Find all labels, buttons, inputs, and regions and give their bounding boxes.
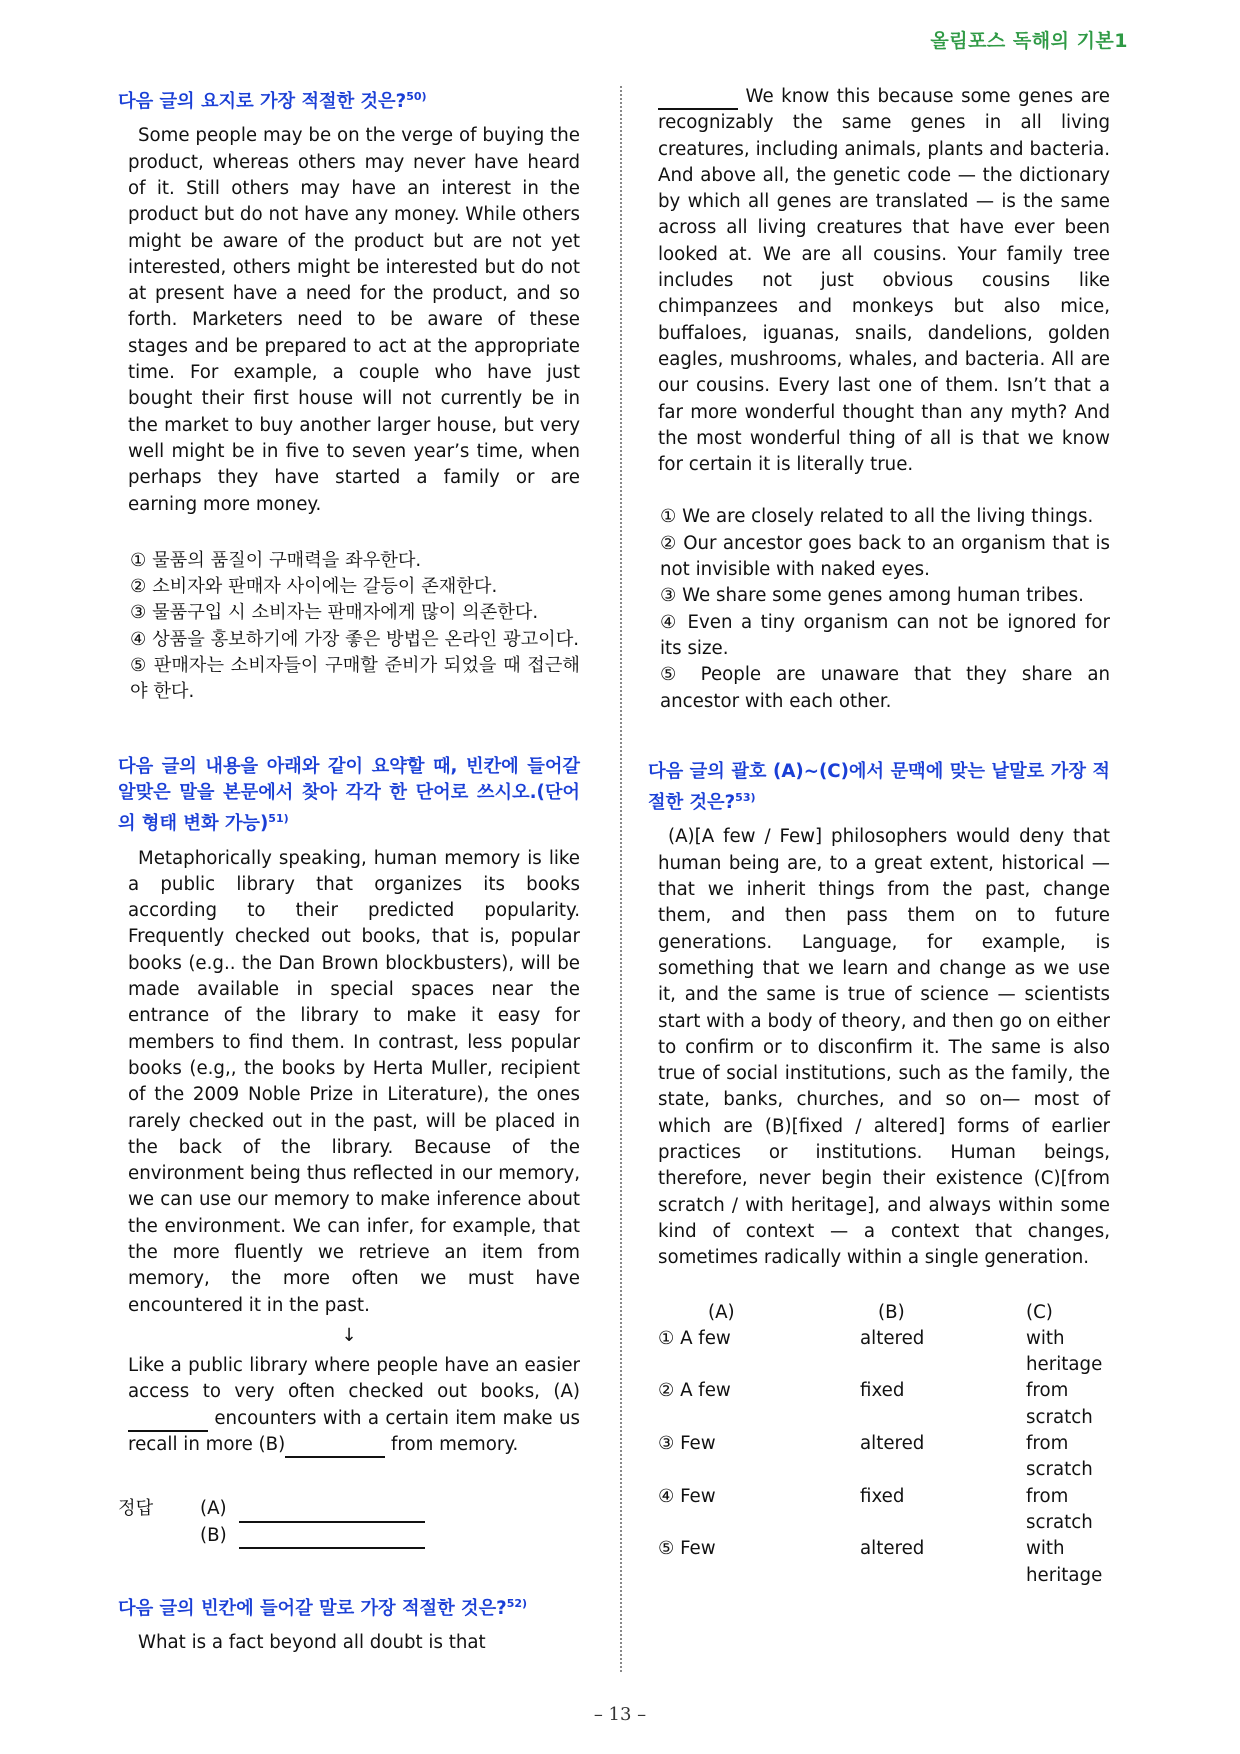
option-1: ① 물품의 품질이 구매력을 좌우한다. bbox=[130, 549, 422, 571]
row-cell-b: fixed bbox=[860, 1380, 905, 1402]
option-2: ② Our ancestor goes back to an organism that is not invisible with naked eyes. bbox=[660, 532, 1110, 581]
passage bbox=[128, 846, 580, 1319]
blank bbox=[658, 88, 738, 110]
answer-options bbox=[660, 504, 1110, 714]
question-53 bbox=[648, 759, 1110, 1589]
answer-label: 정답 bbox=[118, 1498, 154, 1520]
answer-b-label: (B) bbox=[200, 1524, 227, 1546]
row-cell-b: altered bbox=[860, 1327, 925, 1349]
header-b: (B) bbox=[878, 1301, 905, 1323]
option-4: ④ 상품을 홍보하기에 가장 좋은 방법은 온라인 광고이다. bbox=[130, 628, 580, 650]
passage bbox=[128, 123, 580, 517]
question-52 bbox=[118, 1591, 580, 1657]
blank-a bbox=[128, 1410, 208, 1432]
answer-box bbox=[118, 1496, 580, 1549]
passage bbox=[128, 1630, 580, 1656]
row-cell-a: ④ Few bbox=[658, 1485, 716, 1507]
blank-b bbox=[285, 1436, 385, 1458]
answer-b-line bbox=[239, 1527, 425, 1549]
passage bbox=[658, 824, 1110, 1271]
row-cell-b: fixed bbox=[860, 1485, 905, 1507]
table-row bbox=[658, 1536, 1110, 1589]
row-cell-a: ① A few bbox=[658, 1327, 731, 1349]
row-cell-a: ② A few bbox=[658, 1380, 731, 1402]
row-cell-a: ⑤ Few bbox=[658, 1538, 716, 1560]
row-cell-c: with heritage bbox=[1026, 1327, 1103, 1376]
option-2: ② 소비자와 판매자 사이에는 갈등이 존재한다. bbox=[130, 576, 498, 598]
question-title: 다음 글의 괄호 (A)~(C)에서 문맥에 맞는 낱말로 가장 적절한 것은?$^{53)}$ bbox=[648, 760, 1110, 814]
row-cell-c: from scratch bbox=[1026, 1380, 1093, 1428]
passage-text-start: What is a fact beyond all doubt is that bbox=[138, 1632, 486, 1654]
page-number: – 13 – bbox=[593, 1704, 647, 1725]
document-header-title: 올림포스 독해의 기본1 bbox=[930, 30, 1128, 52]
passage-text: Some people may be on the verge of buying the product, whereas others may never have heard of it. Still others may have an interest in the product but do not have any money. While others might be aware of the product but are not yet interested, others might be interested but do not at present have a need for the product, and so forth. Marketers need to be aware of these stages and be prepared to act at the appropriate time. For example, a couple who have just bought their first house will not currently be in the market to buy another larger house, but very well might be in five to seven year’s time, when perhaps they have started a family or are earning more money. bbox=[128, 125, 580, 515]
row-cell-b: altered bbox=[860, 1433, 925, 1455]
option-1: ① We are closely related to all the living things. bbox=[660, 506, 1094, 528]
row-cell-c: with heritage bbox=[1026, 1538, 1103, 1586]
row-cell-a: ③ Few bbox=[658, 1433, 716, 1455]
footnote-number: 51) bbox=[268, 812, 289, 826]
answer-choice-table bbox=[658, 1300, 1110, 1589]
header-c: (C) bbox=[1026, 1301, 1053, 1323]
option-5: ⑤ People are unaware that they share an ancestor with each other. bbox=[660, 664, 1110, 712]
table-row bbox=[658, 1484, 1110, 1537]
question-title: 다음 글의 요지로 가장 적절한 것은?$^{50)}$ bbox=[118, 90, 427, 113]
passage bbox=[658, 84, 1110, 478]
answer-a-label: (A) bbox=[200, 1498, 227, 1520]
option-3: ③ 물품구입 시 소비자는 판매자에게 많이 의존한다. bbox=[130, 602, 539, 624]
row-cell-c: from scratch bbox=[1026, 1433, 1093, 1481]
row-cell-b: altered bbox=[860, 1538, 925, 1560]
option-4: ④ Even a tiny organism can not be ignored for its size. bbox=[660, 611, 1110, 659]
passage-text: (A)[A few / Few] philosophers would deny that human being are, to a great extent, historical — that we inherit things from the past, change them, and then pass them on to future generations. Language, for example, is something that we learn and change as we use it, and the same is true of science — scientists start with a body of theory, and then go on either to confirm or to disconfirm it. The same is also true of social institutions, such as the family, the state, banks, churches, and so on— most of which are (B)[fixed / altered] forms of earlier practices or institutions. Human beings, therefore, never begin their existence (C)[from scratch / with heritage], and always within some kind of context — a context that changes, sometimes radically within a single generation. bbox=[658, 826, 1110, 1269]
option-5: ⑤ 판매자는 소비자들이 구매할 준비가 되었을 때 접근해야 한다. bbox=[130, 655, 580, 703]
footnote-number: 50) bbox=[406, 90, 427, 103]
passage-text-continued: We know this because some genes are recognizably the same genes in all living creatures, including animals, plants and bacteria. And above all, the genetic code — the dictionary by which all genes are translated — is the same across all living creatures that have ever been looked at. We are all cousins. Your family tree includes not just obvious cousins like chimpanzees and monkeys but also mice, buffaloes, iguanas, snails, dandelions, golden eagles, mushrooms, whales, and bacteria. All are our cousins. Every last one of them. Isn’t that a far more wonderful thought than any myth? And the most wonderful thing of all is that we know for certain it is literally true. bbox=[658, 86, 1110, 476]
summary-sentence: Like a public library where people have an easier access to very often checked out books, (A) encounters with a certain item make us recall in more (B) from memory. bbox=[128, 1353, 580, 1458]
question-51 bbox=[118, 754, 580, 1549]
question-title: 다음 글의 빈칸에 들어갈 말로 가장 적절한 것은?$^{52)}$ bbox=[118, 1596, 528, 1620]
table-header-row bbox=[658, 1300, 1110, 1326]
column-divider bbox=[620, 86, 622, 1672]
right-column bbox=[648, 84, 1110, 1589]
left-column bbox=[118, 84, 580, 1657]
passage-text: Metaphorically speaking, human memory is like a public library that organizes its books according to their predicted popularity. Frequently checked out books, that is, popular books (e.g.. the Dan Brown blockbusters), will be made available in special spaces near the entrance of the library to make it easy for members to find them. In contrast, less popular books (e.g,, the books by Herta Muller, recipient of the 2009 Noble Prize in Literature), the ones rarely checked out in the past, will be placed in the back of the library. Because of the environment being thus reflected in our memory, we can use our memory to make inference about the environment. We can infer, for example, that the more fluently we retrieve an item from memory, the more often we must have encountered it in the past. bbox=[128, 847, 580, 1316]
table-row bbox=[658, 1431, 1110, 1484]
question-50 bbox=[118, 84, 580, 706]
option-3: ③ We share some genes among human tribes. bbox=[660, 585, 1084, 607]
question-52-continued bbox=[648, 84, 1110, 715]
table-row bbox=[658, 1378, 1110, 1431]
footnote-number: 52) bbox=[506, 1596, 528, 1610]
row-cell-c: from scratch bbox=[1026, 1485, 1093, 1533]
answer-options bbox=[130, 548, 580, 706]
down-arrow-icon: ↓ bbox=[341, 1324, 357, 1346]
question-title: 다음 글의 내용을 아래와 같이 요약할 때, 빈칸에 들어갈 알맞은 말을 본문에서 찾아 각각 한 단어로 쓰시오.(단어의 형태 변화 가능)$^{51)}$ bbox=[118, 755, 580, 835]
answer-a-line bbox=[239, 1501, 425, 1523]
header-a: (A) bbox=[708, 1301, 735, 1323]
footnote-number: 53) bbox=[735, 791, 756, 805]
table-row bbox=[658, 1326, 1110, 1379]
